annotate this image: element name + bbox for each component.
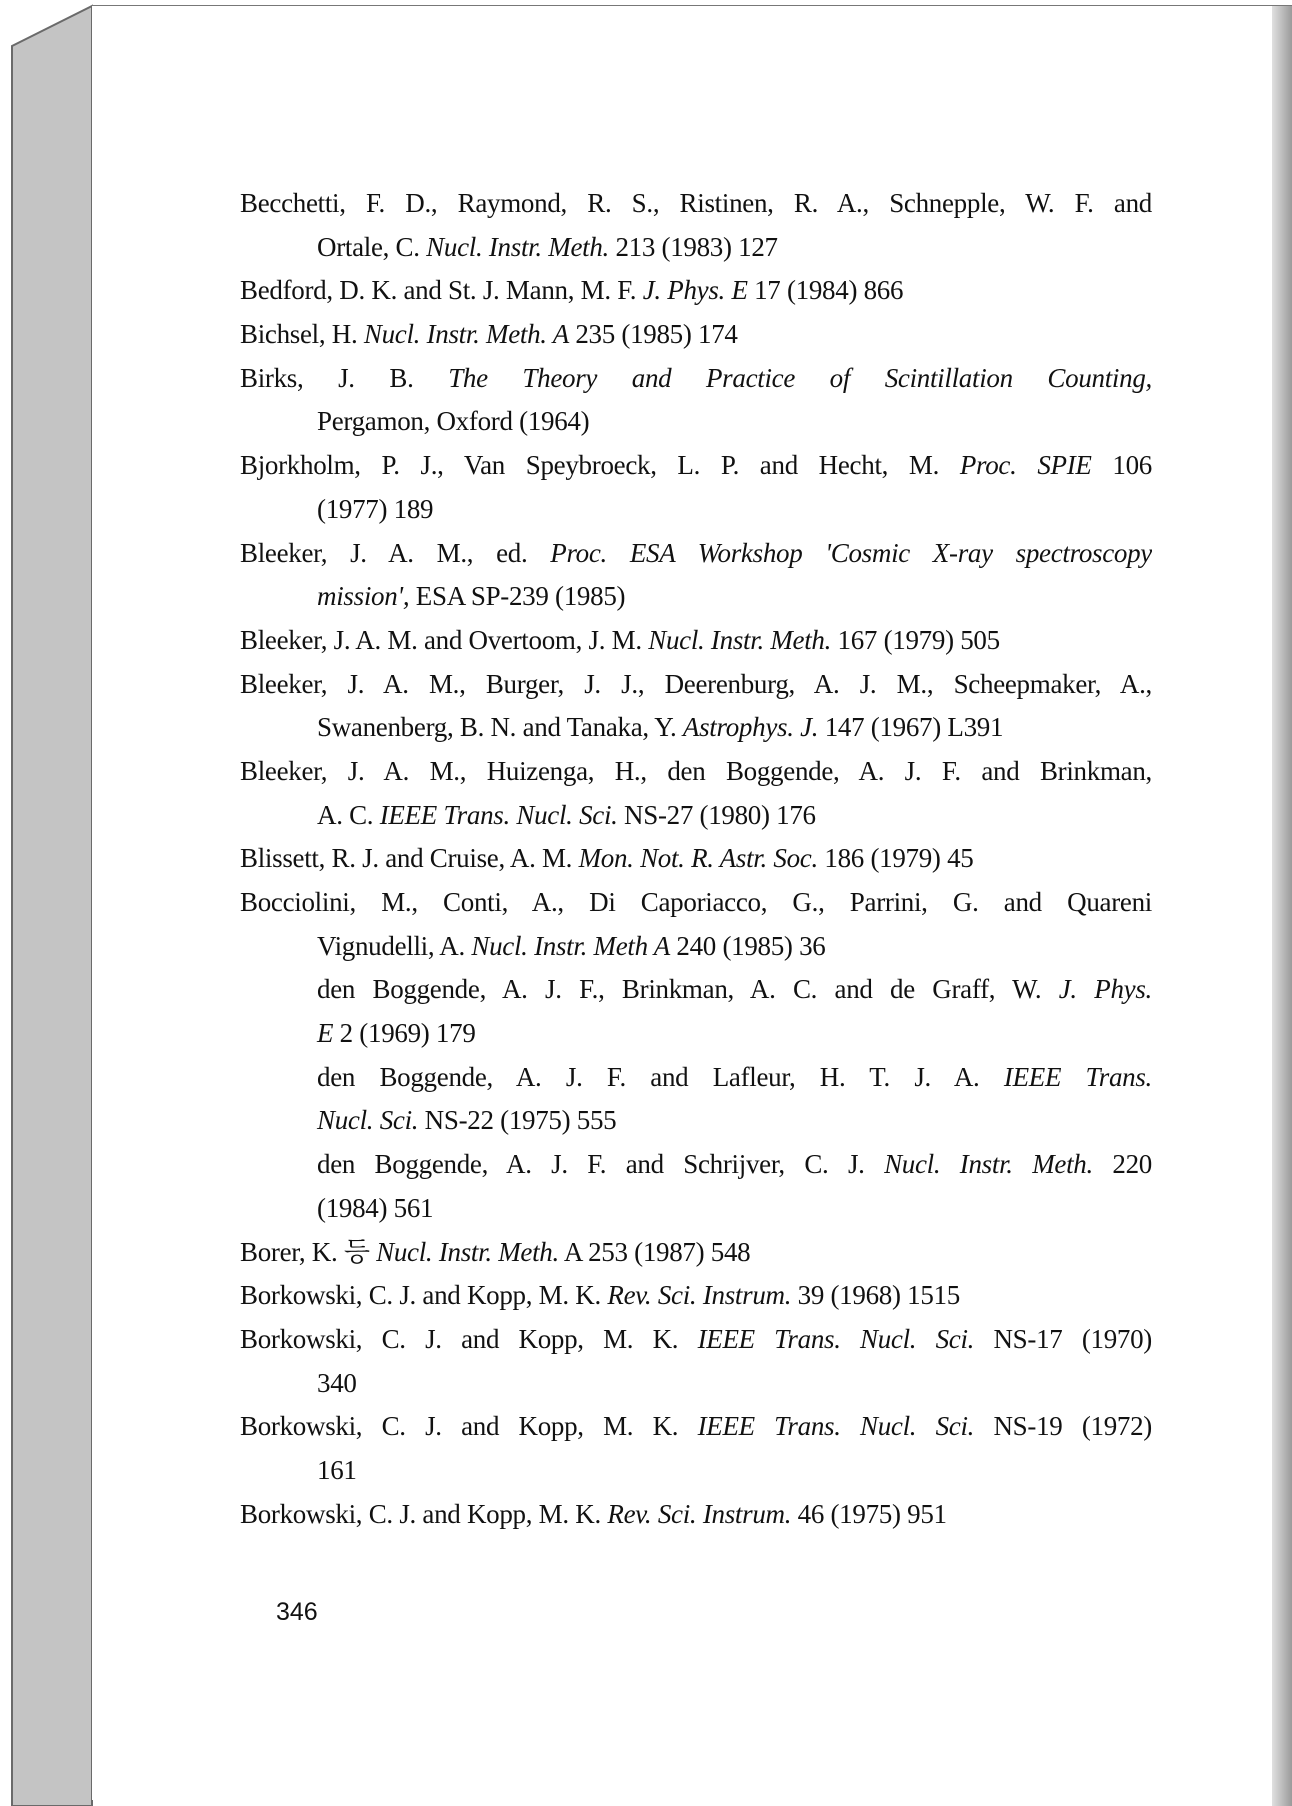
reference-entry (240, 663, 1152, 750)
reference-text: (1984) 561 (317, 1192, 434, 1223)
reference-text: A 253 (1987) 548 (558, 1236, 751, 1267)
reference-text: den Boggende, A. J. F. and Lafleur, H. T. J. A. (317, 1061, 1004, 1092)
reference-text: 340 (317, 1367, 357, 1398)
reference-text: 235 (1985) 174 (568, 319, 738, 350)
reference-entry (240, 968, 1152, 1055)
reference-text: Swanenberg, B. N. and Tanaka, Y. (317, 712, 683, 743)
reference-line (240, 182, 1152, 226)
reference-text: Borkowski, C. J. and Kopp, M. K. (240, 1498, 608, 1529)
journal-title: Mon. Not. R. Astr. Soc. (578, 843, 818, 874)
reference-line (240, 750, 1152, 794)
reference-line (240, 444, 1152, 488)
reference-text: Bleeker, J. A. M. and Overtoom, J. M. (240, 624, 649, 655)
reference-text: den Boggende, A. J. F., Brinkman, A. C. and de Graff, W. (317, 974, 1059, 1005)
reference-line (240, 1099, 1152, 1143)
reference-text: Blissett, R. J. and Cruise, A. M. (240, 843, 579, 874)
reference-line (240, 925, 1152, 969)
reference-entry (240, 1231, 1152, 1275)
reference-text: (1977) 189 (317, 493, 434, 524)
reference-text: 147 (1967) L391 (818, 712, 1004, 743)
journal-title: Nucl. Instr. Meth A (471, 930, 670, 961)
journal-title: IEEE Trans. (1003, 1061, 1152, 1092)
reference-text: 17 (1984) 866 (747, 275, 904, 306)
reference-entry (240, 357, 1152, 444)
journal-title: Nucl. Instr. Meth. A (363, 319, 569, 350)
reference-line (240, 1187, 1152, 1231)
reference-text: 220 (1092, 1149, 1152, 1180)
reference-line (240, 313, 1152, 357)
reference-text: Bjorkholm, P. J., Van Speybroeck, L. P. and Hecht, M. (240, 450, 960, 481)
reference-text: 213 (1983) 127 (609, 231, 778, 262)
reference-text: ESA SP-239 (1985) (409, 581, 626, 612)
reference-line (240, 488, 1152, 532)
reference-line (240, 357, 1152, 401)
reference-line (240, 1274, 1152, 1318)
journal-title: Nucl. Sci. (317, 1105, 419, 1136)
reference-text: NS-17 (1970) (974, 1323, 1152, 1354)
reference-line (240, 532, 1152, 576)
journal-title: Proc. ESA Workshop 'Cosmic X-ray spectroscopy (550, 537, 1152, 568)
reference-text: NS-22 (1975) 555 (418, 1105, 617, 1136)
reference-text: 240 (1985) 36 (669, 930, 826, 961)
reference-text: Vignudelli, A. (317, 930, 472, 961)
reference-entry (240, 1318, 1152, 1405)
reference-entry (240, 837, 1152, 881)
reference-text: Pergamon, Oxford (1964) (317, 406, 590, 437)
reference-text: Borer, K. 등 (240, 1236, 377, 1267)
reference-line (240, 794, 1152, 838)
journal-title: J. Phys. (1058, 974, 1152, 1005)
reference-text: NS-19 (1972) (974, 1411, 1152, 1442)
reference-text: A. C. (317, 799, 380, 830)
journal-title: J. Phys. E (642, 275, 748, 306)
reference-text: Ortale, C. (317, 231, 427, 262)
reference-list (240, 182, 1152, 1536)
reference-text: Borkowski, C. J. and Kopp, M. K. (240, 1323, 698, 1354)
reference-line (240, 706, 1152, 750)
book-spine (12, 6, 92, 1806)
reference-text: 2 (1969) 179 (333, 1018, 476, 1049)
reference-text: Becchetti, F. D., Raymond, R. S., Ristinen, R. A., Schnepple, W. F. and (240, 188, 1152, 218)
reference-line (240, 881, 1152, 925)
reference-line (240, 619, 1152, 663)
reference-entry (240, 269, 1152, 313)
reference-text: 161 (317, 1454, 357, 1485)
reference-line (240, 575, 1152, 619)
reference-text: Birks, J. B. (240, 362, 449, 393)
reference-line (240, 226, 1152, 270)
journal-title: Nucl. Instr. Meth. (884, 1149, 1093, 1180)
reference-entry (240, 1143, 1152, 1230)
reference-text: Bleeker, J. A. M., ed. (240, 537, 551, 568)
reference-entry (240, 619, 1152, 663)
reference-line (240, 663, 1152, 707)
reference-line (240, 1362, 1152, 1406)
reference-text: 46 (1975) 951 (791, 1498, 947, 1529)
reference-text: NS-27 (1980) 176 (617, 799, 816, 830)
reference-line (240, 1231, 1152, 1275)
reference-entry (240, 1056, 1152, 1143)
journal-title: E (317, 1018, 334, 1049)
journal-title: The Theory and Practice of Scintillation Counting, (448, 362, 1152, 393)
journal-title: Proc. SPIE (959, 450, 1092, 481)
reference-entry (240, 1274, 1152, 1318)
journal-title: Astrophys. J. (682, 712, 819, 743)
journal-title: IEEE Trans. Nucl. Sci. (697, 1411, 975, 1442)
reference-line (240, 1405, 1152, 1449)
reference-text: Bichsel, H. (240, 319, 364, 350)
reference-entry (240, 1493, 1152, 1537)
reference-line (240, 1056, 1152, 1100)
reference-entry (240, 444, 1152, 531)
journal-title: IEEE Trans. Nucl. Sci. (697, 1323, 975, 1354)
reference-entry (240, 881, 1152, 968)
journal-title: IEEE Trans. Nucl. Sci. (379, 799, 618, 830)
reference-line (240, 837, 1152, 881)
journal-title: Nucl. Instr. Meth. (376, 1236, 559, 1267)
reference-text: 167 (1979) 505 (831, 624, 1000, 655)
reference-line (240, 400, 1152, 444)
reference-entry (240, 182, 1152, 269)
reference-line (240, 1143, 1152, 1187)
journal-title: Rev. Sci. Instrum. (607, 1498, 792, 1529)
reference-text: Borkowski, C. J. and Kopp, M. K. (240, 1280, 608, 1311)
reference-entry (240, 532, 1152, 619)
journal-title: Rev. Sci. Instrum. (607, 1280, 792, 1311)
reference-line (240, 968, 1152, 1012)
reference-text: den Boggende, A. J. F. and Schrijver, C. J. (317, 1149, 885, 1180)
reference-text: Bleeker, J. A. M., Burger, J. J., Deerenburg, A. J. M., Scheepmaker, A., (240, 668, 1152, 699)
reference-line (240, 269, 1152, 313)
reference-text: 39 (1968) 1515 (791, 1280, 960, 1311)
reference-entry (240, 750, 1152, 837)
journal-title: mission', (317, 581, 410, 612)
reference-line (240, 1493, 1152, 1537)
reference-text: Bleeker, J. A. M., Huizenga, H., den Boggende, A. J. F. and Brinkman, (240, 755, 1152, 786)
journal-title: Nucl. Instr. Meth. (648, 624, 832, 655)
reference-line (240, 1318, 1152, 1362)
reference-text: Bedford, D. K. and St. J. Mann, M. F. (240, 275, 643, 306)
reference-entry (240, 313, 1152, 357)
reference-text: Borkowski, C. J. and Kopp, M. K. (240, 1411, 698, 1442)
reference-text: Bocciolini, M., Conti, A., Di Caporiacco, G., Parrini, G. and Quareni (240, 887, 1152, 917)
reference-text: 186 (1979) 45 (817, 843, 974, 874)
journal-title: Nucl. Instr. Meth. (426, 231, 610, 262)
reference-line (240, 1449, 1152, 1493)
reference-entry (240, 1405, 1152, 1492)
reference-line (240, 1012, 1152, 1056)
page-number: 346 (276, 1598, 318, 1626)
reference-text: 106 (1091, 450, 1152, 481)
page-right-shadow (1272, 6, 1292, 1806)
